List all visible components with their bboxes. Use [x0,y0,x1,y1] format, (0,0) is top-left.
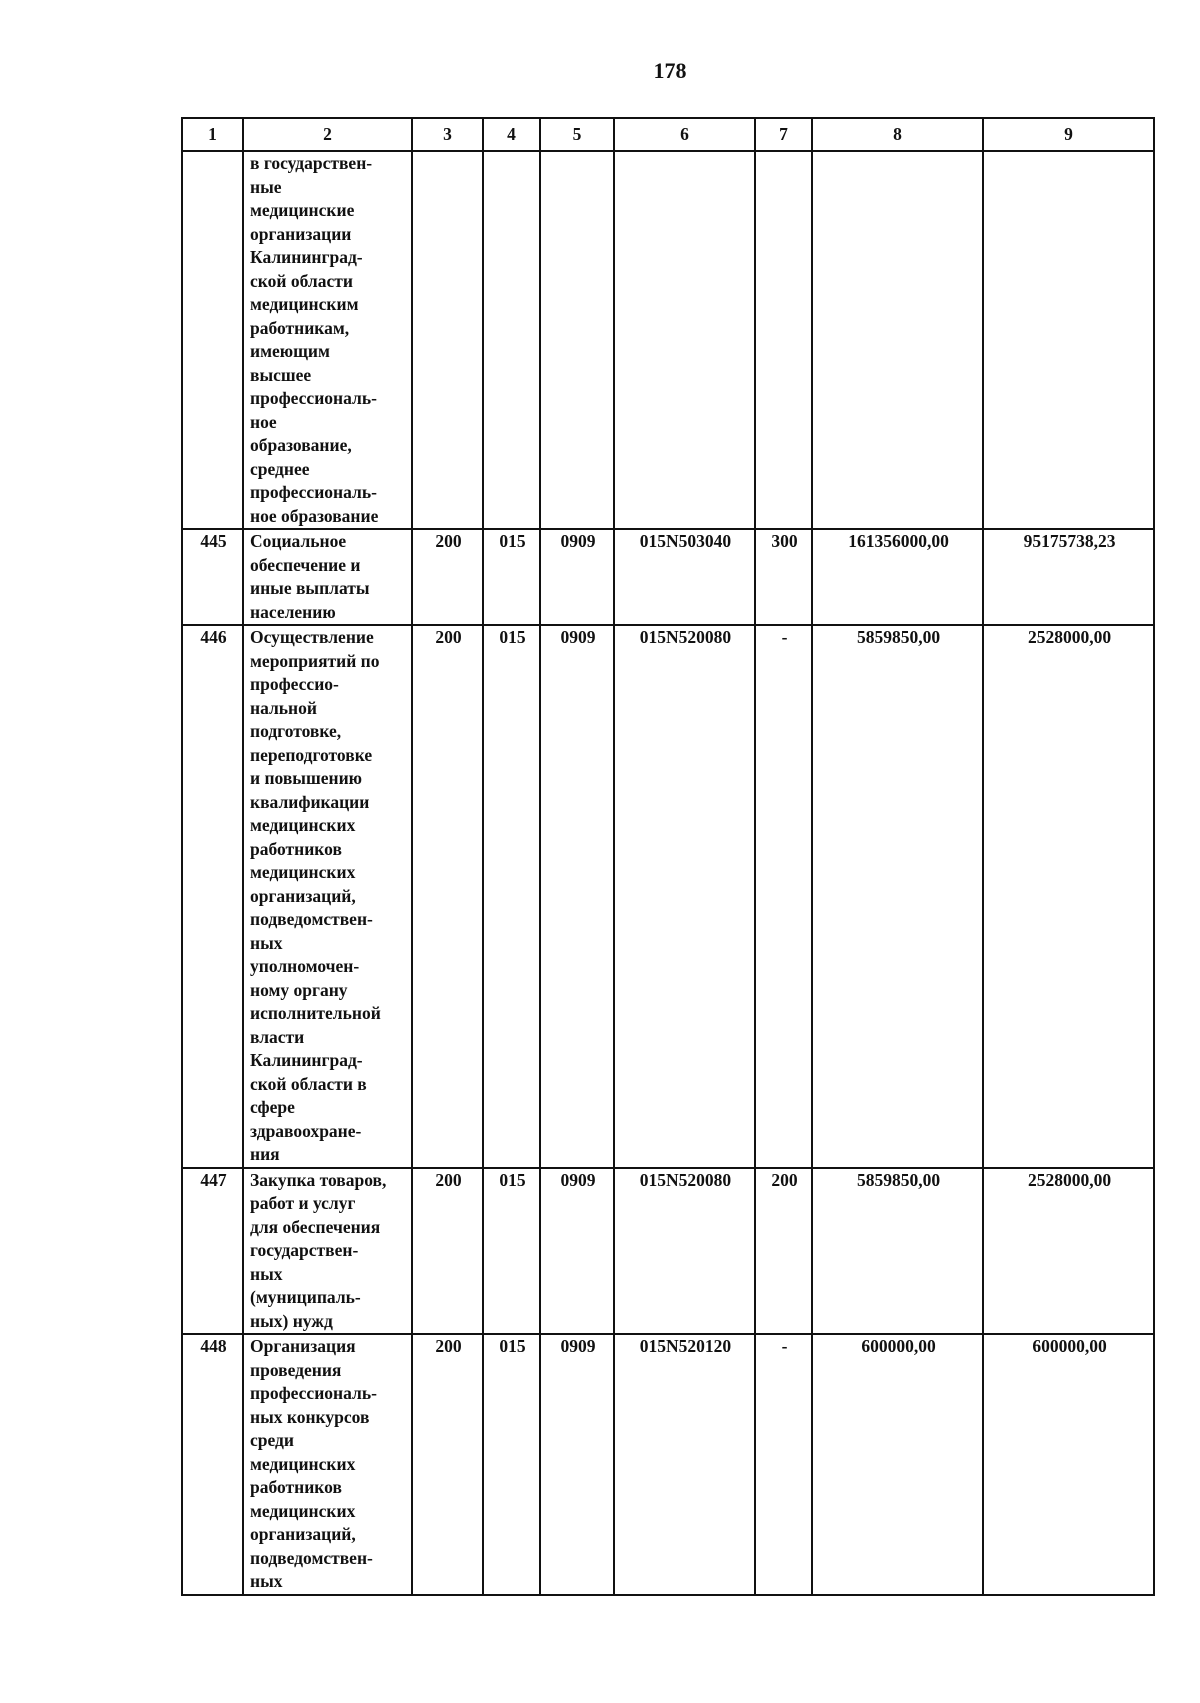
row-number: 447 [182,1168,243,1335]
row-col3 [412,151,483,529]
row-col3: 200 [412,625,483,1168]
budget-table [181,117,1155,1596]
row-number: 445 [182,529,243,625]
row-col5: 0909 [540,529,614,625]
row-col6: 015N503040 [614,529,755,625]
row-col9: 600000,00 [983,1334,1154,1595]
row-col5: 0909 [540,1168,614,1335]
column-header-5: 5 [540,118,614,151]
row-number: 448 [182,1334,243,1595]
row-number [182,151,243,529]
column-header-8: 8 [812,118,983,151]
row-number: 446 [182,625,243,1168]
row-col3: 200 [412,1168,483,1335]
column-header-9: 9 [983,118,1154,151]
row-name: Осуществление мероприятий по профессио- нальной подготовке, переподготовке и повышению квалификации медицинских работников медицинских организаций, подведомствен- ных уполномочен- ному органу исполнительной власти Калининград- ской области в сфере здравоохране- ния [243,625,412,1168]
row-name: в государствен- ные медицинские организации Калининград- ской области медицинским работникам, имеющим высшее профессиональ- ное образование, среднее профессиональ- ное образование [243,151,412,529]
row-col9 [983,151,1154,529]
row-col7: 200 [755,1168,812,1335]
row-col8: 600000,00 [812,1334,983,1595]
row-col7 [755,151,812,529]
table-row-447 [182,1168,1154,1335]
row-col9: 2528000,00 [983,1168,1154,1335]
row-col7: 300 [755,529,812,625]
header-row [182,118,1154,151]
row-col6: 015N520080 [614,625,755,1168]
column-header-6: 6 [614,118,755,151]
row-name: Социальное обеспечение и иные выплаты населению [243,529,412,625]
row-name: Закупка товаров, работ и услуг для обеспечения государствен- ных (муниципаль- ных) нужд [243,1168,412,1335]
row-col7: - [755,1334,812,1595]
column-header-4: 4 [483,118,540,151]
row-col8: 5859850,00 [812,1168,983,1335]
column-header-7: 7 [755,118,812,151]
row-col7: - [755,625,812,1168]
page-number: 178 [653,58,687,83]
table-row-448 [182,1334,1154,1595]
row-col5: 0909 [540,625,614,1168]
table-row-continuation [182,151,1154,529]
row-col4: 015 [483,1168,540,1335]
row-col3: 200 [412,529,483,625]
row-col4: 015 [483,529,540,625]
row-col6: 015N520120 [614,1334,755,1595]
row-col9: 95175738,23 [983,529,1154,625]
column-header-1: 1 [182,118,243,151]
row-col9: 2528000,00 [983,625,1154,1168]
row-col3: 200 [412,1334,483,1595]
row-col4: 015 [483,625,540,1168]
table-row-446 [182,625,1154,1168]
column-header-3: 3 [412,118,483,151]
row-col5 [540,151,614,529]
row-col6 [614,151,755,529]
row-col4 [483,151,540,529]
row-col8: 5859850,00 [812,625,983,1168]
row-col4: 015 [483,1334,540,1595]
row-col6: 015N520080 [614,1168,755,1335]
column-header-2: 2 [243,118,412,151]
row-col8: 161356000,00 [812,529,983,625]
row-col8 [812,151,983,529]
row-name: Организация проведения профессиональ- ных конкурсов среди медицинских работников медицинских организаций, подведомствен- ных [243,1334,412,1595]
row-col5: 0909 [540,1334,614,1595]
table-row-445 [182,529,1154,625]
